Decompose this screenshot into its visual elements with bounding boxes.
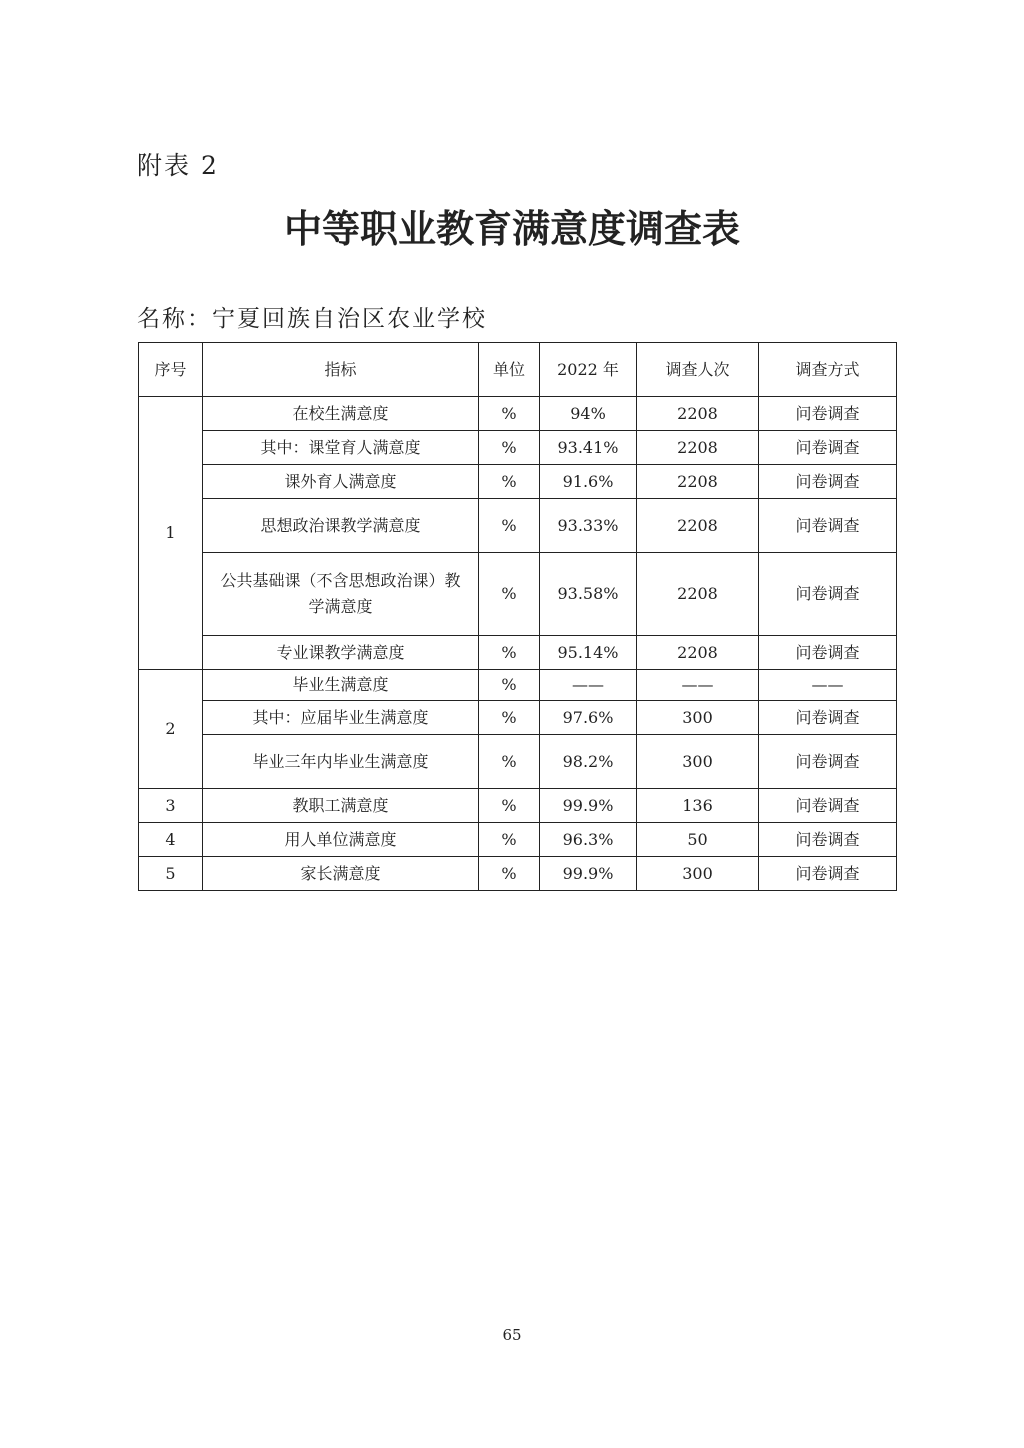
value-cell: —— — [540, 670, 637, 701]
unit-cell: % — [479, 670, 540, 701]
method-cell: 问卷调查 — [759, 823, 897, 857]
unit-cell: % — [479, 465, 540, 499]
table-row — [139, 735, 897, 789]
header-year: 2022 年 — [540, 343, 637, 397]
indicator-cell: 公共基础课（不含思想政治课）教学满意度 — [203, 553, 479, 636]
count-cell: 2208 — [637, 397, 759, 431]
method-cell: 问卷调查 — [759, 735, 897, 789]
count-cell: —— — [637, 670, 759, 701]
indicator-cell: 其中：应届毕业生满意度 — [203, 701, 479, 735]
seq-cell: 1 — [139, 397, 203, 670]
indicator-cell: 用人单位满意度 — [203, 823, 479, 857]
header-unit: 单位 — [479, 343, 540, 397]
indicator-cell: 毕业三年内毕业生满意度 — [203, 735, 479, 789]
count-cell: 300 — [637, 857, 759, 891]
value-cell: 99.9% — [540, 789, 637, 823]
table-row — [139, 465, 897, 499]
table-row — [139, 857, 897, 891]
method-cell: 问卷调查 — [759, 701, 897, 735]
unit-cell: % — [479, 735, 540, 789]
table-row — [139, 789, 897, 823]
value-cell: 98.2% — [540, 735, 637, 789]
count-cell: 2208 — [637, 636, 759, 670]
count-cell: 136 — [637, 789, 759, 823]
count-cell: 2208 — [637, 465, 759, 499]
unit-cell: % — [479, 701, 540, 735]
header-seq: 序号 — [139, 343, 203, 397]
table-row — [139, 823, 897, 857]
annex-label: 附表 2 — [137, 151, 219, 180]
unit-cell: % — [479, 553, 540, 636]
indicator-cell: 其中：课堂育人满意度 — [203, 431, 479, 465]
header-indicator: 指标 — [203, 343, 479, 397]
table-row — [139, 670, 897, 701]
indicator-cell: 在校生满意度 — [203, 397, 479, 431]
count-cell: 2208 — [637, 431, 759, 465]
header-method: 调查方式 — [759, 343, 897, 397]
unit-cell: % — [479, 499, 540, 553]
page-number: 65 — [502, 1326, 522, 1344]
seq-cell: 4 — [139, 823, 203, 857]
method-cell: 问卷调查 — [759, 465, 897, 499]
unit-cell: % — [479, 823, 540, 857]
method-cell: 问卷调查 — [759, 789, 897, 823]
method-cell: 问卷调查 — [759, 499, 897, 553]
seq-cell: 3 — [139, 789, 203, 823]
count-cell: 2208 — [637, 553, 759, 636]
table-row — [139, 397, 897, 431]
value-cell: 93.41% — [540, 431, 637, 465]
table-row — [139, 553, 897, 636]
unit-cell: % — [479, 789, 540, 823]
method-cell: 问卷调查 — [759, 553, 897, 636]
organization-name: 名称：宁夏回族自治区农业学校 — [137, 306, 487, 332]
count-cell: 50 — [637, 823, 759, 857]
satisfaction-table — [138, 342, 897, 891]
table-row — [139, 701, 897, 735]
unit-cell: % — [479, 636, 540, 670]
value-cell: 97.6% — [540, 701, 637, 735]
indicator-cell: 课外育人满意度 — [203, 465, 479, 499]
method-cell: 问卷调查 — [759, 431, 897, 465]
method-cell: —— — [759, 670, 897, 701]
value-cell: 93.58% — [540, 553, 637, 636]
unit-cell: % — [479, 431, 540, 465]
header-count: 调查人次 — [637, 343, 759, 397]
method-cell: 问卷调查 — [759, 397, 897, 431]
count-cell: 300 — [637, 735, 759, 789]
count-cell: 2208 — [637, 499, 759, 553]
unit-cell: % — [479, 857, 540, 891]
table-header-row — [139, 343, 897, 397]
value-cell: 99.9% — [540, 857, 637, 891]
method-cell: 问卷调查 — [759, 636, 897, 670]
table-row — [139, 431, 897, 465]
seq-cell: 5 — [139, 857, 203, 891]
value-cell: 94% — [540, 397, 637, 431]
unit-cell: % — [479, 397, 540, 431]
seq-cell: 2 — [139, 670, 203, 789]
indicator-cell: 专业课教学满意度 — [203, 636, 479, 670]
page-title: 中等职业教育满意度调查表 — [283, 207, 740, 251]
indicator-cell: 毕业生满意度 — [203, 670, 479, 701]
value-cell: 91.6% — [540, 465, 637, 499]
table-row — [139, 636, 897, 670]
indicator-cell: 思想政治课教学满意度 — [203, 499, 479, 553]
indicator-cell: 家长满意度 — [203, 857, 479, 891]
value-cell: 95.14% — [540, 636, 637, 670]
table-row — [139, 499, 897, 553]
indicator-cell: 教职工满意度 — [203, 789, 479, 823]
value-cell: 93.33% — [540, 499, 637, 553]
value-cell: 96.3% — [540, 823, 637, 857]
method-cell: 问卷调查 — [759, 857, 897, 891]
count-cell: 300 — [637, 701, 759, 735]
